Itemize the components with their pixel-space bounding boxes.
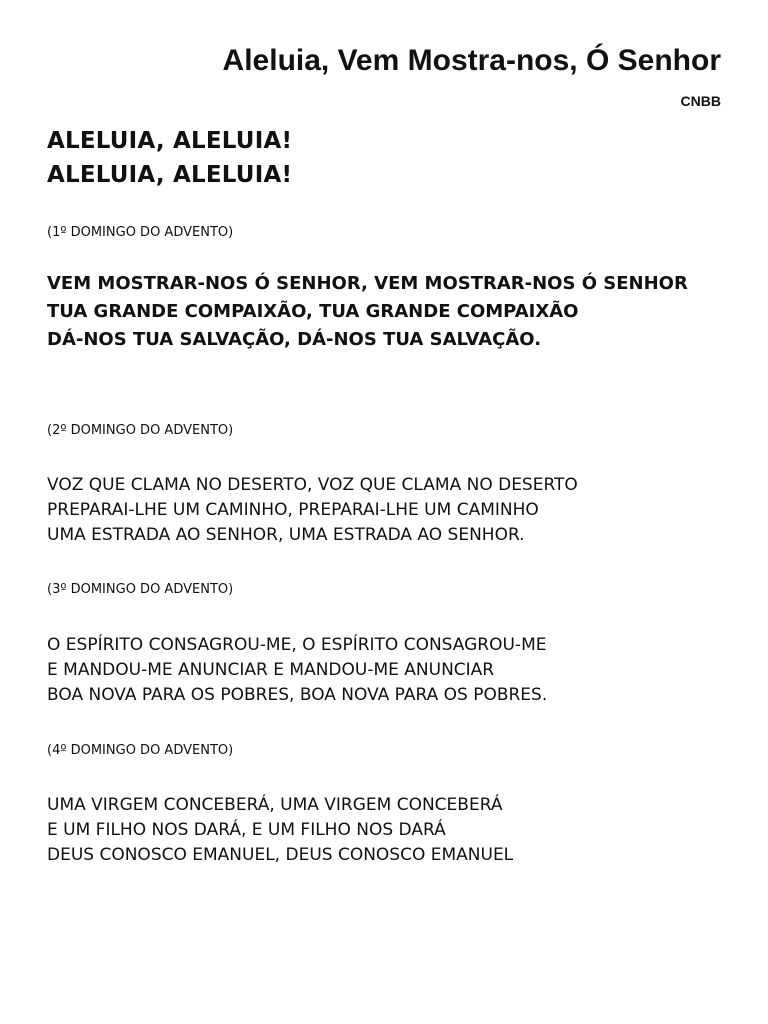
section-label-4: (4º DOMINGO DO ADVENTO) [47, 743, 234, 758]
verse-line: E UM FILHO NOS DARÁ, E UM FILHO NOS DARÁ [47, 820, 446, 840]
verse-2 [47, 473, 578, 548]
verse-1 [47, 270, 688, 354]
verse-line: BOA NOVA PARA OS POBRES, BOA NOVA PARA OS POBRES. [47, 685, 548, 705]
verse-line: DÁ-NOS TUA SALVAÇÃO, DÁ-NOS TUA SALVAÇÃO. [47, 329, 542, 350]
verse-line: UMA VIRGEM CONCEBERÁ, UMA VIRGEM CONCEBERÁ [47, 795, 503, 815]
verse-3 [47, 633, 547, 708]
verse-4 [47, 793, 513, 868]
verse-line: TUA GRANDE COMPAIXÃO, TUA GRANDE COMPAIXÃO [47, 301, 579, 322]
verse-line: E MANDOU-ME ANUNCIAR E MANDOU-ME ANUNCIAR [47, 660, 495, 680]
refrain-line: ALELUIA, ALELUIA! [47, 162, 293, 188]
verse-line: O ESPÍRITO CONSAGROU-ME, O ESPÍRITO CONSAGROU-ME [47, 635, 547, 655]
song-title: Aleluia, Vem Mostra-nos, Ó Senhor [222, 44, 721, 77]
verse-line: DEUS CONOSCO EMANUEL, DEUS CONOSCO EMANUEL [47, 845, 514, 865]
verse-line: VEM MOSTRAR-NOS Ó SENHOR, VEM MOSTRAR-NOS Ó SENHOR [47, 273, 688, 294]
refrain [47, 124, 292, 192]
verse-line: VOZ QUE CLAMA NO DESERTO, VOZ QUE CLAMA NO DESERTO [47, 475, 578, 495]
section-label-3: (3º DOMINGO DO ADVENTO) [47, 582, 234, 597]
verse-line: UMA ESTRADA AO SENHOR, UMA ESTRADA AO SENHOR. [47, 525, 525, 545]
song-author: CNBB [680, 93, 721, 109]
refrain-line: ALELUIA, ALELUIA! [47, 128, 293, 154]
section-label-1: (1º DOMINGO DO ADVENTO) [47, 225, 234, 240]
section-label-2: (2º DOMINGO DO ADVENTO) [47, 423, 234, 438]
verse-line: PREPARAI-LHE UM CAMINHO, PREPARAI-LHE UM CAMINHO [47, 500, 539, 520]
